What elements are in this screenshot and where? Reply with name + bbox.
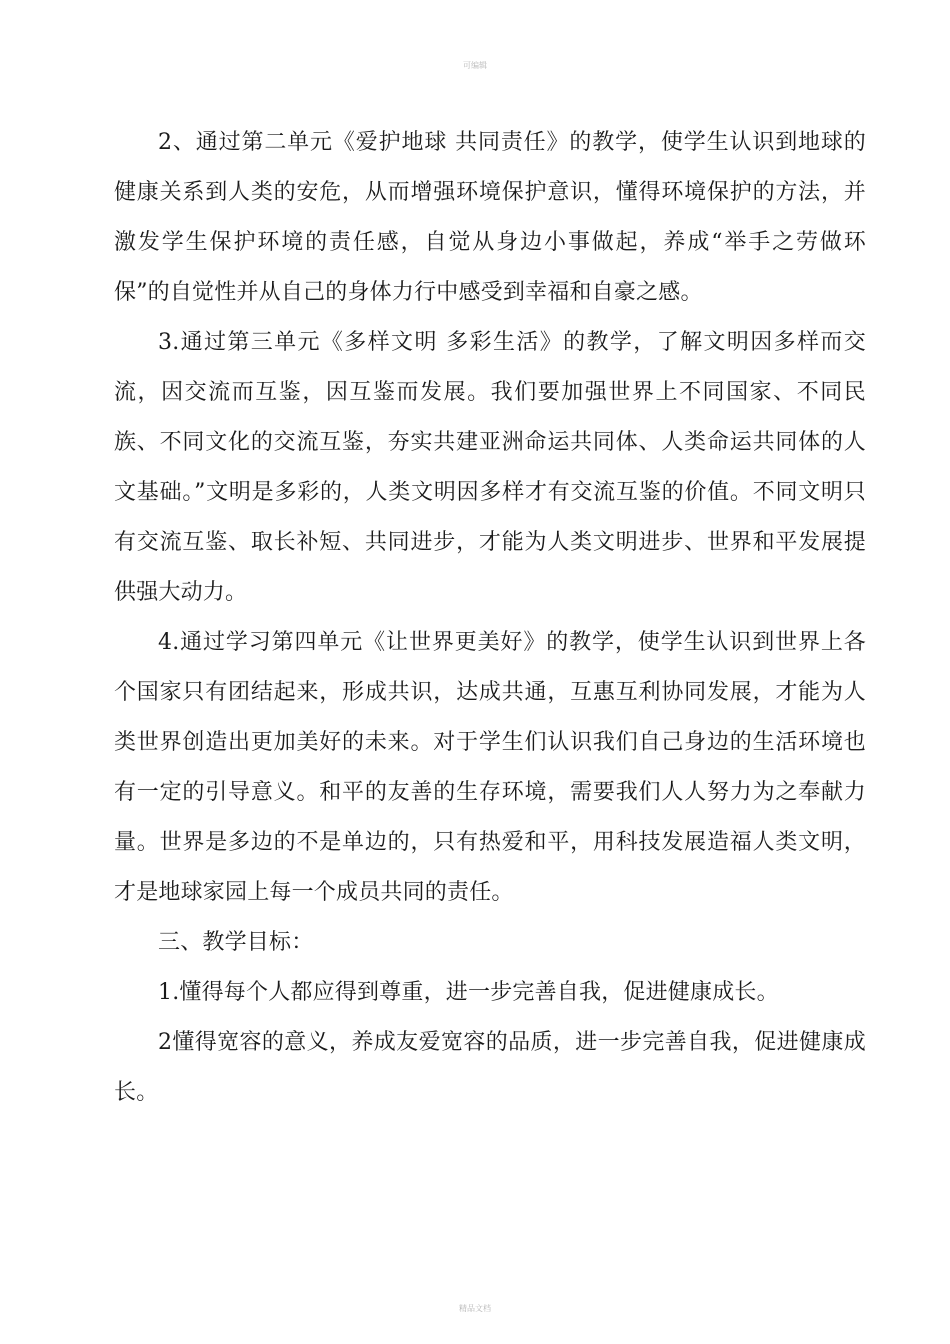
footer-watermark: 精品文档 [459, 1304, 491, 1313]
goal-item-1: 1.懂得每个人都应得到尊重，进一步完善自我，促进健康成长。 [158, 980, 779, 1005]
section-heading-teaching-goals: 三、教学目标： [158, 930, 314, 955]
goal-item-2: 2懂得宽容的意义，养成友爱宽容的品质，进一步完善自我，促进健康成长。 [114, 1030, 866, 1105]
header-watermark: 可编辑 [463, 61, 487, 70]
paragraph-unit-4: 4.通过学习第四单元《让世界更美好》的教学，使学生认识到世界上各个国家只有团结起来，形成共识，达成共通，互惠互利协同发展，才能为人类世界创造出更加美好的未来。对于学生们认识我们自己身边的生活环境也有一定的引导意义。和平的友善的生存环境，需要我们人人努力为之奉献力量。世界是多边的不是单边的，只有热爱和平，用科技发展造福人类文明，才是地球家园上每一个成员共同的责任。 [114, 630, 866, 905]
paragraph-unit-2: 2、通过第二单元《爱护地球 共同责任》的教学，使学生认识到地球的健康关系到人类的安危，从而增强环境保护意识，懂得环境保护的方法，并激发学生保护环境的责任感，自觉从身边小事做起，养成“举手之劳做环保”的自觉性并从自己的身体力行中感受到幸福和自豪之感。 [114, 130, 866, 305]
paragraph-unit-3: 3.通过第三单元《多样文明 多彩生活》的教学，了解文明因多样而交流，因交流而互鉴，因互鉴而发展。我们要加强世界上不同国家、不同民族、不同文化的交流互鉴，夯实共建亚洲命运共同体、人类命运共同体的人文基础。”文明是多彩的，人类文明因多样才有交流互鉴的价值。不同文明只有交流互鉴、取长补短、共同进步，才能为人类文明进步、世界和平发展提供强大动力。 [114, 330, 866, 605]
document-body [114, 118, 866, 1118]
